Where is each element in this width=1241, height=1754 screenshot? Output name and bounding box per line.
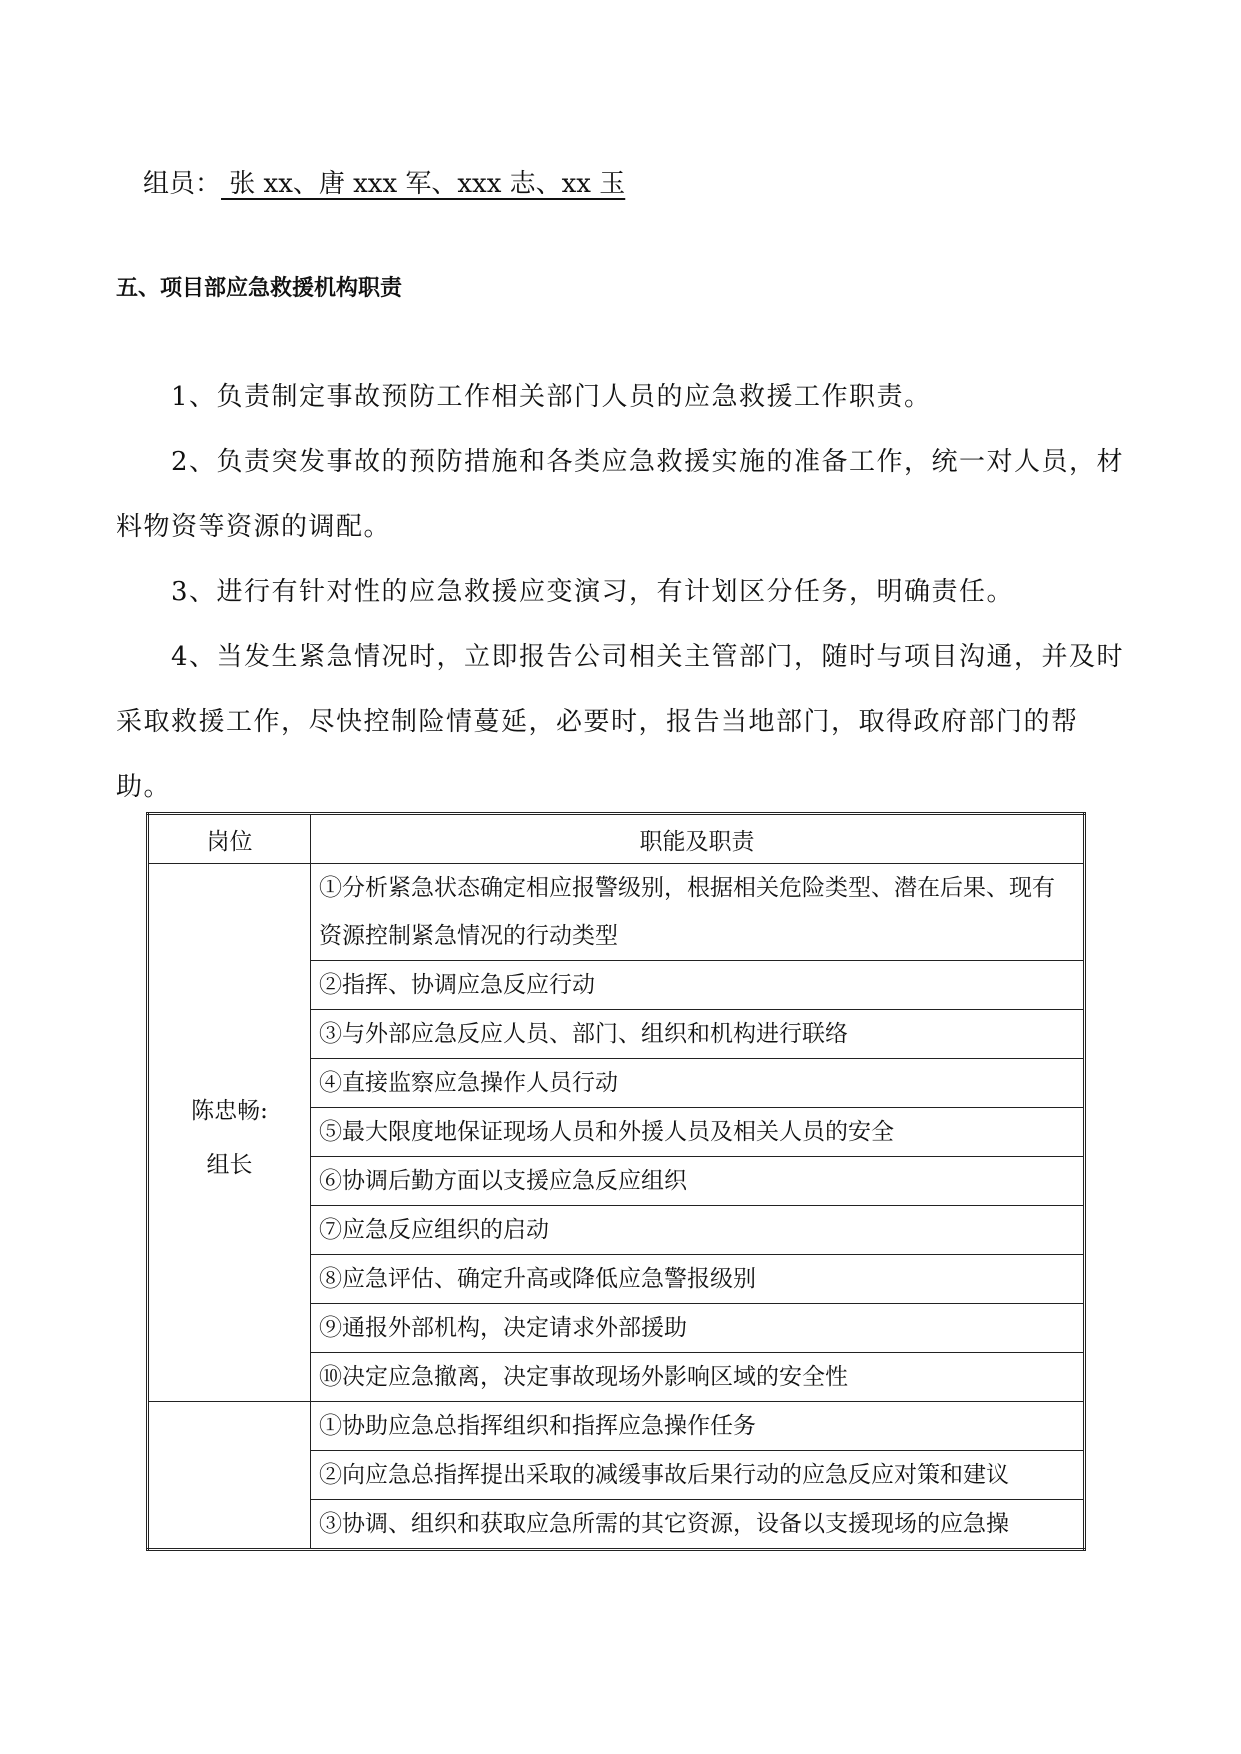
paragraph-4: 4、当发生紧急情况时，立即报告公司相关主管部门，随时与项目沟通，并及时采取救援工作，尽快控制险情蔓延，必要时，报告当地部门，取得政府部门的帮助。 (116, 642, 1125, 802)
paragraph-3: 3、进行有针对性的应急救援应变演习，有计划区分任务，明确责任。 (171, 577, 1015, 607)
duty-cell: ⑧应急评估、确定升高或降低应急警报级别 (311, 1255, 1085, 1304)
table-row (148, 1402, 1085, 1451)
members-names: 张 xx、唐 xxx 军、xxx 志、xx 玉 (221, 169, 626, 199)
role-cell-empty (148, 1402, 311, 1550)
members-line (143, 164, 625, 204)
duty-cell: ①分析紧急状态确定相应报警级别，根据相关危险类型、潜在后果、现有资源控制紧急情况的行动类型 (311, 864, 1085, 961)
role-name: 陈忠畅: (191, 1097, 268, 1124)
duty-cell: ⑦应急反应组织的启动 (311, 1206, 1085, 1255)
duty-cell: ③协调、组织和获取应急所需的其它资源，设备以支援现场的应急操 (311, 1500, 1085, 1550)
paragraph-1: 1、负责制定事故预防工作相关部门人员的应急救援工作职责。 (171, 382, 932, 412)
table-row (148, 864, 1085, 961)
duty-cell: ⑥协调后勤方面以支援应急反应组织 (311, 1157, 1085, 1206)
duty-cell: ④直接监察应急操作人员行动 (311, 1059, 1085, 1108)
role-cell-leader (148, 864, 311, 1402)
paragraph-2: 2、负责突发事故的预防措施和各类应急救援实施的准备工作，统一对人员，材料物资等资源的调配。 (116, 447, 1125, 542)
section-title: 五、项目部应急救援机构职责 (116, 276, 403, 301)
duty-cell: ②指挥、协调应急反应行动 (311, 961, 1085, 1010)
duty-cell: ②向应急总指挥提出采取的减缓事故后果行动的应急反应对策和建议 (311, 1451, 1085, 1500)
duty-cell: ⑤最大限度地保证现场人员和外援人员及相关人员的安全 (311, 1108, 1085, 1157)
header-duties: 职能及职责 (311, 814, 1085, 864)
role-title: 组长 (206, 1151, 253, 1178)
duty-cell: ⑩决定应急撤离，决定事故现场外影响区域的安全性 (311, 1353, 1085, 1402)
duty-cell: ③与外部应急反应人员、部门、组织和机构进行联络 (311, 1010, 1085, 1059)
duty-cell: ⑨通报外部机构，决定请求外部援助 (311, 1304, 1085, 1353)
table-header-row (148, 814, 1085, 864)
members-label: 组员： (143, 169, 222, 199)
duty-table (146, 812, 1086, 1551)
duty-cell: ①协助应急总指挥组织和指挥应急操作任务 (311, 1402, 1085, 1451)
header-position: 岗位 (148, 814, 311, 864)
